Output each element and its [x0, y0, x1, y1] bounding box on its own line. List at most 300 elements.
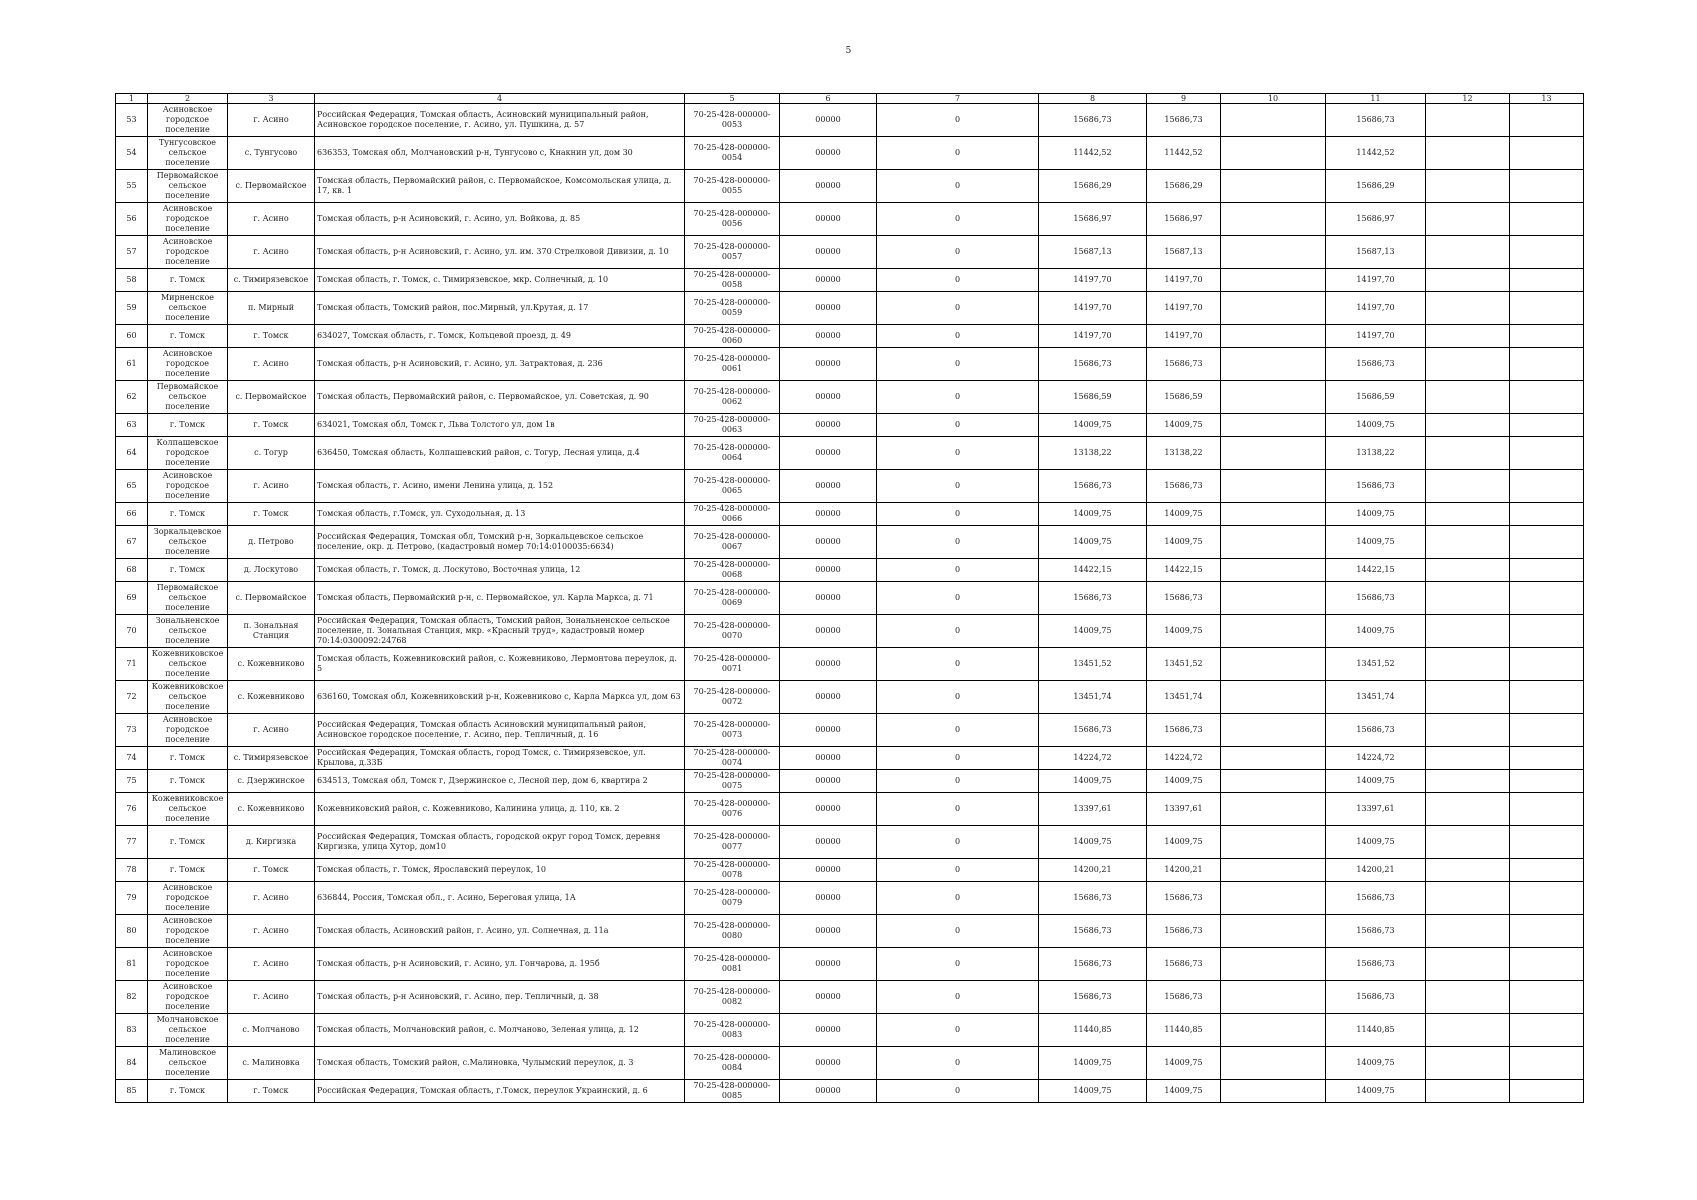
column-number-row [116, 94, 1584, 104]
col12-cell [1426, 1014, 1510, 1047]
address-cell: Томская область, р-н Асиновский, г. Асино, ул. Гончарова, д. 195б [315, 948, 685, 981]
locality-cell: п. Мирный [228, 292, 315, 325]
locality-cell: г. Асино [228, 203, 315, 236]
col10-cell [1221, 559, 1326, 582]
col9-cell: 14224,72 [1147, 747, 1221, 770]
locality-cell: г. Асино [228, 882, 315, 915]
col11-cell: 11442,52 [1326, 137, 1426, 170]
settlement-cell: Первомайское сельское поселение [148, 582, 228, 615]
col8-cell: 14009,75 [1039, 414, 1147, 437]
col6-cell: 00000 [780, 582, 877, 615]
col11-cell: 13138,22 [1326, 437, 1426, 470]
col8-cell: 15686,73 [1039, 981, 1147, 1014]
settlement-cell: г. Томск [148, 269, 228, 292]
col13-cell [1510, 503, 1584, 526]
col10-cell [1221, 170, 1326, 203]
row-number: 71 [116, 648, 148, 681]
col7-cell: 0 [877, 170, 1039, 203]
col6-cell: 00000 [780, 714, 877, 747]
settlement-cell: Асиновское городское поселение [148, 714, 228, 747]
table-row [116, 882, 1584, 915]
row-number: 69 [116, 582, 148, 615]
col6-cell: 00000 [780, 325, 877, 348]
table-row [116, 770, 1584, 793]
col9-cell: 15686,59 [1147, 381, 1221, 414]
col13-cell [1510, 582, 1584, 615]
settlement-cell: г. Томск [148, 770, 228, 793]
column-header: 4 [315, 94, 685, 104]
code-cell: 70-25-428-000000-0076 [685, 793, 780, 826]
row-number: 64 [116, 437, 148, 470]
col8-cell: 14009,75 [1039, 1047, 1147, 1080]
col6-cell: 00000 [780, 1014, 877, 1047]
settlement-cell: Первомайское сельское поселение [148, 170, 228, 203]
col11-cell: 14197,70 [1326, 325, 1426, 348]
code-cell: 70-25-428-000000-0081 [685, 948, 780, 981]
col13-cell [1510, 1047, 1584, 1080]
settlement-cell: г. Томск [148, 503, 228, 526]
col6-cell: 00000 [780, 981, 877, 1014]
address-cell: Российская Федерация, Томская область Асиновский муниципальный район, Асиновское городское поселение, г. Асино, пер. Тепличный, д. 16 [315, 714, 685, 747]
settlement-cell: г. Томск [148, 1080, 228, 1103]
code-cell: 70-25-428-000000-0067 [685, 526, 780, 559]
table-row [116, 381, 1584, 414]
table-row [116, 681, 1584, 714]
col11-cell: 14009,75 [1326, 526, 1426, 559]
locality-cell: д. Лоскутово [228, 559, 315, 582]
address-cell: 636353, Томская обл, Молчановский р-н, Тунгусово с, Кнакнин ул, дом 30 [315, 137, 685, 170]
col8-cell: 15686,73 [1039, 104, 1147, 137]
settlement-cell: Молчановское сельское поселение [148, 1014, 228, 1047]
settlement-cell: Асиновское городское поселение [148, 948, 228, 981]
col12-cell [1426, 826, 1510, 859]
code-cell: 70-25-428-000000-0082 [685, 981, 780, 1014]
col10-cell [1221, 1014, 1326, 1047]
col11-cell: 15686,73 [1326, 582, 1426, 615]
col9-cell: 13451,52 [1147, 648, 1221, 681]
col11-cell: 14224,72 [1326, 747, 1426, 770]
col11-cell: 15686,73 [1326, 915, 1426, 948]
col6-cell: 00000 [780, 948, 877, 981]
col8-cell: 14009,75 [1039, 826, 1147, 859]
col8-cell: 14200,21 [1039, 859, 1147, 882]
col8-cell: 11440,85 [1039, 1014, 1147, 1047]
col7-cell: 0 [877, 582, 1039, 615]
col10-cell [1221, 714, 1326, 747]
col9-cell: 15686,73 [1147, 882, 1221, 915]
row-number: 80 [116, 915, 148, 948]
code-cell: 70-25-428-000000-0053 [685, 104, 780, 137]
col12-cell [1426, 948, 1510, 981]
col7-cell: 0 [877, 292, 1039, 325]
col8-cell: 14197,70 [1039, 325, 1147, 348]
address-cell: Российская Федерация, Томская область, город Томск, с. Тимирязевское, ул. Крылова, д.33Б [315, 747, 685, 770]
col10-cell [1221, 414, 1326, 437]
col7-cell: 0 [877, 414, 1039, 437]
col8-cell: 15686,73 [1039, 714, 1147, 747]
locality-cell: г. Асино [228, 104, 315, 137]
col7-cell: 0 [877, 648, 1039, 681]
col8-cell: 14009,75 [1039, 1080, 1147, 1103]
col6-cell: 00000 [780, 648, 877, 681]
table-row [116, 1047, 1584, 1080]
col7-cell: 0 [877, 104, 1039, 137]
row-number: 56 [116, 203, 148, 236]
col9-cell: 11442,52 [1147, 137, 1221, 170]
page-number: 5 [845, 46, 852, 56]
col9-cell: 14197,70 [1147, 269, 1221, 292]
col8-cell: 15686,73 [1039, 915, 1147, 948]
code-cell: 70-25-428-000000-0080 [685, 915, 780, 948]
col13-cell [1510, 1014, 1584, 1047]
col12-cell [1426, 414, 1510, 437]
col11-cell: 13451,52 [1326, 648, 1426, 681]
row-number: 78 [116, 859, 148, 882]
code-cell: 70-25-428-000000-0060 [685, 325, 780, 348]
address-cell: Томская область, Молчановский район, с. Молчаново, Зеленая улица, д. 12 [315, 1014, 685, 1047]
col12-cell [1426, 437, 1510, 470]
code-cell: 70-25-428-000000-0073 [685, 714, 780, 747]
col11-cell: 14009,75 [1326, 1080, 1426, 1103]
col10-cell [1221, 981, 1326, 1014]
table-row [116, 325, 1584, 348]
col9-cell: 15686,29 [1147, 170, 1221, 203]
row-number: 63 [116, 414, 148, 437]
col11-cell: 15687,13 [1326, 236, 1426, 269]
settlement-cell: Колпашевское городское поселение [148, 437, 228, 470]
col9-cell: 14009,75 [1147, 503, 1221, 526]
col8-cell: 15686,73 [1039, 582, 1147, 615]
column-header: 5 [685, 94, 780, 104]
col12-cell [1426, 203, 1510, 236]
address-cell: Томская область, г. Томск, д. Лоскутово, Восточная улица, 12 [315, 559, 685, 582]
col6-cell: 00000 [780, 269, 877, 292]
col9-cell: 15687,13 [1147, 236, 1221, 269]
col12-cell [1426, 348, 1510, 381]
table-row [116, 747, 1584, 770]
locality-cell: г. Томск [228, 414, 315, 437]
column-header: 3 [228, 94, 315, 104]
col12-cell [1426, 1047, 1510, 1080]
col7-cell: 0 [877, 770, 1039, 793]
address-cell: Российская Федерация, Томская область, Асиновский муниципальный район, Асиновское городское поселение, г. Асино, ул. Пушкина, д. 57 [315, 104, 685, 137]
col7-cell: 0 [877, 915, 1039, 948]
row-number: 74 [116, 747, 148, 770]
table-row [116, 137, 1584, 170]
code-cell: 70-25-428-000000-0054 [685, 137, 780, 170]
col8-cell: 14197,70 [1039, 292, 1147, 325]
col11-cell: 15686,73 [1326, 348, 1426, 381]
row-number: 60 [116, 325, 148, 348]
address-cell: 636160, Томская обл, Кожевниковский р-н, Кожевниково с, Карла Маркса ул, дом 63 [315, 681, 685, 714]
col6-cell: 00000 [780, 770, 877, 793]
locality-cell: г. Асино [228, 348, 315, 381]
col10-cell [1221, 503, 1326, 526]
row-number: 65 [116, 470, 148, 503]
col7-cell: 0 [877, 325, 1039, 348]
col7-cell: 0 [877, 269, 1039, 292]
row-number: 57 [116, 236, 148, 269]
col9-cell: 15686,73 [1147, 348, 1221, 381]
col13-cell [1510, 104, 1584, 137]
col10-cell [1221, 236, 1326, 269]
col10-cell [1221, 470, 1326, 503]
col6-cell: 00000 [780, 137, 877, 170]
col11-cell: 14009,75 [1326, 615, 1426, 648]
col13-cell [1510, 826, 1584, 859]
address-cell: Российская Федерация, Томская область, Томский район, Зональненское сельское поселение, п. Зональная Станция, мкр. «Красный труд», кадастровый номер 70:14:0300092:24768 [315, 615, 685, 648]
col6-cell: 00000 [780, 503, 877, 526]
col9-cell: 14009,75 [1147, 1047, 1221, 1080]
settlement-cell: г. Томск [148, 559, 228, 582]
col12-cell [1426, 470, 1510, 503]
col12-cell [1426, 615, 1510, 648]
row-number: 54 [116, 137, 148, 170]
col6-cell: 00000 [780, 615, 877, 648]
col7-cell: 0 [877, 882, 1039, 915]
settlement-cell: Первомайское сельское поселение [148, 381, 228, 414]
col9-cell: 13397,61 [1147, 793, 1221, 826]
col13-cell [1510, 348, 1584, 381]
settlement-cell: Асиновское городское поселение [148, 981, 228, 1014]
col13-cell [1510, 915, 1584, 948]
code-cell: 70-25-428-000000-0085 [685, 1080, 780, 1103]
col9-cell: 14009,75 [1147, 414, 1221, 437]
code-cell: 70-25-428-000000-0071 [685, 648, 780, 681]
table-row [116, 948, 1584, 981]
col13-cell [1510, 325, 1584, 348]
table-row [116, 292, 1584, 325]
col6-cell: 00000 [780, 1080, 877, 1103]
col9-cell: 14009,75 [1147, 826, 1221, 859]
settlement-cell: Малиновское сельское поселение [148, 1047, 228, 1080]
col13-cell [1510, 437, 1584, 470]
column-header: 12 [1426, 94, 1510, 104]
col13-cell [1510, 793, 1584, 826]
col7-cell: 0 [877, 381, 1039, 414]
col6-cell: 00000 [780, 681, 877, 714]
col9-cell: 15686,73 [1147, 104, 1221, 137]
col12-cell [1426, 1080, 1510, 1103]
col10-cell [1221, 203, 1326, 236]
address-cell: Томская область, Первомайский район, с. Первомайское, ул. Советская, д. 90 [315, 381, 685, 414]
col9-cell: 14422,15 [1147, 559, 1221, 582]
col6-cell: 00000 [780, 437, 877, 470]
col6-cell: 00000 [780, 559, 877, 582]
locality-cell: с. Тунгусово [228, 137, 315, 170]
col10-cell [1221, 915, 1326, 948]
col7-cell: 0 [877, 137, 1039, 170]
code-cell: 70-25-428-000000-0056 [685, 203, 780, 236]
col6-cell: 00000 [780, 414, 877, 437]
row-number: 68 [116, 559, 148, 582]
col8-cell: 13451,52 [1039, 648, 1147, 681]
table-row [116, 915, 1584, 948]
locality-cell: д. Петрово [228, 526, 315, 559]
col9-cell: 15686,73 [1147, 981, 1221, 1014]
column-header: 7 [877, 94, 1039, 104]
col13-cell [1510, 559, 1584, 582]
col12-cell [1426, 915, 1510, 948]
col12-cell [1426, 793, 1510, 826]
settlement-cell: Зональненское сельское поселение [148, 615, 228, 648]
code-cell: 70-25-428-000000-0065 [685, 470, 780, 503]
settlement-cell: Асиновское городское поселение [148, 915, 228, 948]
settlement-cell: Кожевниковское сельское поселение [148, 681, 228, 714]
col10-cell [1221, 1080, 1326, 1103]
col7-cell: 0 [877, 981, 1039, 1014]
col10-cell [1221, 826, 1326, 859]
col9-cell: 14009,75 [1147, 770, 1221, 793]
col7-cell: 0 [877, 859, 1039, 882]
col10-cell [1221, 882, 1326, 915]
settlement-cell: Асиновское городское поселение [148, 236, 228, 269]
col8-cell: 14197,70 [1039, 269, 1147, 292]
col10-cell [1221, 104, 1326, 137]
col11-cell: 14197,70 [1326, 269, 1426, 292]
col9-cell: 14197,70 [1147, 292, 1221, 325]
col6-cell: 00000 [780, 470, 877, 503]
address-cell: Российская Федерация, Томская область, г.Томск, переулок Украинский, д. 6 [315, 1080, 685, 1103]
address-cell: Томская область, г. Асино, имени Ленина улица, д. 152 [315, 470, 685, 503]
col13-cell [1510, 859, 1584, 882]
table-row [116, 559, 1584, 582]
col6-cell: 00000 [780, 1047, 877, 1080]
col8-cell: 14224,72 [1039, 747, 1147, 770]
col8-cell: 15686,73 [1039, 882, 1147, 915]
code-cell: 70-25-428-000000-0055 [685, 170, 780, 203]
row-number: 85 [116, 1080, 148, 1103]
col13-cell [1510, 770, 1584, 793]
table-row [116, 503, 1584, 526]
settlement-cell: г. Томск [148, 826, 228, 859]
table-row [116, 714, 1584, 747]
col10-cell [1221, 615, 1326, 648]
col13-cell [1510, 681, 1584, 714]
row-number: 55 [116, 170, 148, 203]
col11-cell: 15686,73 [1326, 104, 1426, 137]
table-row [116, 348, 1584, 381]
code-cell: 70-25-428-000000-0078 [685, 859, 780, 882]
address-cell: Томская область, г. Томск, Ярославский переулок, 10 [315, 859, 685, 882]
col10-cell [1221, 859, 1326, 882]
col7-cell: 0 [877, 826, 1039, 859]
column-header: 10 [1221, 94, 1326, 104]
row-number: 83 [116, 1014, 148, 1047]
col11-cell: 14197,70 [1326, 292, 1426, 325]
col8-cell: 15686,59 [1039, 381, 1147, 414]
address-cell: Кожевниковский район, с. Кожевниково, Калинина улица, д. 110, кв. 2 [315, 793, 685, 826]
col12-cell [1426, 747, 1510, 770]
code-cell: 70-25-428-000000-0084 [685, 1047, 780, 1080]
table-row [116, 582, 1584, 615]
locality-cell: с. Малиновка [228, 1047, 315, 1080]
settlement-cell: Асиновское городское поселение [148, 203, 228, 236]
col8-cell: 14009,75 [1039, 615, 1147, 648]
col8-cell: 13397,61 [1039, 793, 1147, 826]
code-cell: 70-25-428-000000-0072 [685, 681, 780, 714]
col10-cell [1221, 325, 1326, 348]
column-header: 11 [1326, 94, 1426, 104]
table-row [116, 104, 1584, 137]
col10-cell [1221, 648, 1326, 681]
col11-cell: 15686,29 [1326, 170, 1426, 203]
settlement-cell: г. Томск [148, 325, 228, 348]
col12-cell [1426, 381, 1510, 414]
col7-cell: 0 [877, 503, 1039, 526]
register-table [115, 93, 1584, 1103]
col11-cell: 15686,73 [1326, 882, 1426, 915]
address-cell: Томская область, г. Томск, с. Тимирязевское, мкр. Солнечный, д. 10 [315, 269, 685, 292]
col7-cell: 0 [877, 1080, 1039, 1103]
address-cell: 634027, Томская область, г. Томск, Кольцевой проезд, д. 49 [315, 325, 685, 348]
col12-cell [1426, 269, 1510, 292]
col12-cell [1426, 292, 1510, 325]
col12-cell [1426, 503, 1510, 526]
col10-cell [1221, 793, 1326, 826]
col11-cell: 13397,61 [1326, 793, 1426, 826]
col13-cell [1510, 714, 1584, 747]
column-header: 1 [116, 94, 148, 104]
col7-cell: 0 [877, 681, 1039, 714]
row-number: 79 [116, 882, 148, 915]
col9-cell: 13451,74 [1147, 681, 1221, 714]
locality-cell: с. Тимирязевское [228, 747, 315, 770]
col9-cell: 11440,85 [1147, 1014, 1221, 1047]
address-cell: Томская область, Первомайский район, с. Первомайское, Комсомольская улица, д. 17, кв. 1 [315, 170, 685, 203]
col7-cell: 0 [877, 348, 1039, 381]
code-cell: 70-25-428-000000-0059 [685, 292, 780, 325]
address-cell: 634513, Томская обл, Томск г, Дзержинское с, Лесной пер, дом 6, квартира 2 [315, 770, 685, 793]
row-number: 66 [116, 503, 148, 526]
settlement-cell: Кожевниковское сельское поселение [148, 793, 228, 826]
col11-cell: 14009,75 [1326, 826, 1426, 859]
locality-cell: г. Асино [228, 470, 315, 503]
col8-cell: 15686,73 [1039, 348, 1147, 381]
col7-cell: 0 [877, 948, 1039, 981]
col6-cell: 00000 [780, 381, 877, 414]
settlement-cell: Асиновское городское поселение [148, 882, 228, 915]
col11-cell: 14009,75 [1326, 1047, 1426, 1080]
table-row [116, 170, 1584, 203]
code-cell: 70-25-428-000000-0079 [685, 882, 780, 915]
col12-cell [1426, 582, 1510, 615]
col13-cell [1510, 526, 1584, 559]
col12-cell [1426, 770, 1510, 793]
table-body [116, 104, 1584, 1103]
col11-cell: 14009,75 [1326, 503, 1426, 526]
column-header: 9 [1147, 94, 1221, 104]
col7-cell: 0 [877, 559, 1039, 582]
row-number: 73 [116, 714, 148, 747]
row-number: 61 [116, 348, 148, 381]
table-row [116, 236, 1584, 269]
col8-cell: 15687,13 [1039, 236, 1147, 269]
col12-cell [1426, 325, 1510, 348]
settlement-cell: г. Томск [148, 414, 228, 437]
column-header: 8 [1039, 94, 1147, 104]
col12-cell [1426, 981, 1510, 1014]
locality-cell: г. Томск [228, 1080, 315, 1103]
col8-cell: 14009,75 [1039, 526, 1147, 559]
col9-cell: 15686,73 [1147, 948, 1221, 981]
col6-cell: 00000 [780, 170, 877, 203]
row-number: 82 [116, 981, 148, 1014]
col9-cell: 15686,73 [1147, 915, 1221, 948]
col6-cell: 00000 [780, 747, 877, 770]
address-cell: Томская область, р-н Асиновский, г. Асино, ул. им. 370 Стрелковой Дивизии, д. 10 [315, 236, 685, 269]
col13-cell [1510, 470, 1584, 503]
